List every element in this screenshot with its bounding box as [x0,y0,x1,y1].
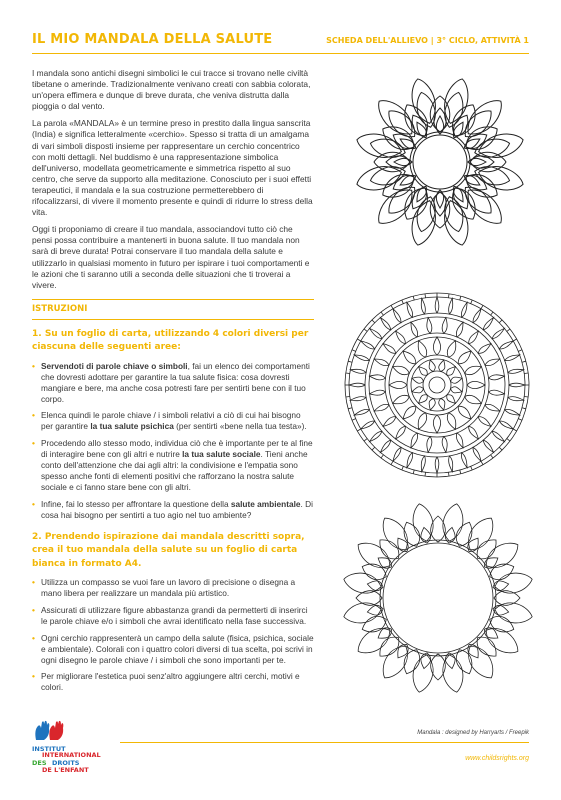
step-2-list [32,577,314,693]
ornate-mandala-illustration [342,290,532,480]
footer-divider [120,742,529,743]
list-item: • Per migliorare l'estetica puoi senz'altro aggiungere altri cerchi, motivi e colori. [32,671,300,693]
bullet-icon: • [32,632,35,643]
bullet-icon: • [32,604,35,615]
step-1-title: 1. Su un foglio di carta, utilizzando 4 colori diversi per ciascuna delle seguenti aree: [32,328,309,353]
logo-text-2: INTERNATIONAL [42,751,101,759]
step-2-title: 2. Prendendo ispirazione dai mandala descritti sopra, crea il tuo mandala della salute su un foglio di carta bianca in formato A4. [32,531,305,569]
logo-text-1: INSTITUT [32,745,66,753]
website-link[interactable]: www.childsrights.org [465,755,529,762]
bullet-icon: • [32,360,35,371]
bullet-icon: • [32,438,35,449]
list-item: • Infine, fai lo stesso per affrontare la questione della salute ambientale. Di cosa hai bisogno per sentirti a tuo agio nel tuo ambiente? [32,498,313,520]
step-1-list [32,361,314,521]
intro-paragraph-3: Oggi ti proponiamo di creare il tuo mandala, associandovi tutto ciò che pensi possa contribuire a mantenerti in buona salute. Il tuo mandala non sarà di breve durata! Potrai conservare il tuo mandala della salute e utilizzarlo in qualsiasi momento in futuro per ispirare i tuoi comportamenti e le azioni che ti saranno utili a seconda delle situazioni che ti troverai a vivere. [32,224,310,290]
list-item: • Servendoti di parole chiave o simboli, fai un elenco dei comportamenti che dovresti adottare per garantire la tua salute fisica: cosa dovresti mangiare e bere, ma anche cosa potresti fare per sentirti bene con il tuo corpo. [32,360,310,404]
page-header [32,32,529,54]
logo-text-3: DES [32,759,47,767]
bullet-icon: • [32,498,35,509]
bullet-icon: • [32,577,35,588]
instructions-divider-bottom [32,319,314,320]
flower-mandala-illustration [350,72,530,252]
text-column [32,68,314,699]
list-item: • Procedendo allo stesso modo, individua ciò che è importante per te al fine di interagire bene con gli altri e nutrire la tua salute sociale. Tieni anche conto dell'attenzione che dai agli altri: la condivisione e l'empatia sono spesso anche fonti di elementi positivi che rafforzano la nostra salute sociale e ci fanno stare bene con gli altri. [32,438,313,492]
page-title: IL MIO MANDALA DELLA SALUTE [32,32,273,47]
logo-text-5: DE L'ENFANT [42,766,89,774]
intro-paragraph-2: La parola «MANDALA» è un termine preso in prestito dalla lingua sanscrita (India) e significa letteralmente «cerchio». Spesso si tratta di un amalgama di vari simboli disposti insieme per rappresentare un cerchio concentrico con molti dettagli. Nel buddismo è una rappresentazione simbolica dell'universo, modellata geometricamente e simmetrica rispetto al suo centro, che serve da supporto alla meditazione. Conosciuto per i suoi effetti terapeutici, il mandala e la sua costruzione permetterebbero di rifocalizzarsi, di vivere il momento presente e quindi di ridurre lo stress della vita. [32,118,313,218]
handprints-icon [32,720,72,744]
instructions-heading: ISTRUZIONI [32,303,88,314]
image-credit: Mandala : designed by Harryarts / Freepik [417,730,529,736]
logo-text-4: DROITS [52,759,80,767]
bullet-icon: • [32,671,35,682]
list-item: • Assicurati di utilizzare figure abbastanza grandi da permetterti di inserirci le parole chiave e/o i simboli che avrai identificato nella fase successiva. [32,604,308,626]
bullet-icon: • [32,410,35,421]
intro-paragraph-1: I mandala sono antichi disegni simbolici le cui tracce si trovano nelle civiltà tibetane o amerinde. Tradizionalmente venivano creati con sabbia colorata, un'opera effimera e dunque di breve durata, che veniva distrutta dalla pioggia o dal vento. [32,68,311,112]
blank-center-mandala-illustration [340,500,536,696]
list-item: • Ogni cerchio rappresenterà un campo della salute (fisica, psichica, sociale e ambientale). Colorali con i quattro colori diversi di tua scelta, poi scrivi in ogni disegno le parole chiave / i simboli che sono importanti per te. [32,632,314,665]
sheet-label: SCHEDA DELL'ALLIEVO | 3° CICLO, ATTIVITÀ 1 [326,36,529,45]
institute-logo [32,720,112,780]
list-item: • Utilizza un compasso se vuoi fare un lavoro di precisione o disegna a mano libera per realizzare un mandala più artistico. [32,577,296,598]
list-item: • Elenca quindi le parole chiave / i simboli relativi a ciò di cui hai bisogno per garantire la tua salute psichica (per sentirti «bene nella tua testa»). [32,410,307,432]
